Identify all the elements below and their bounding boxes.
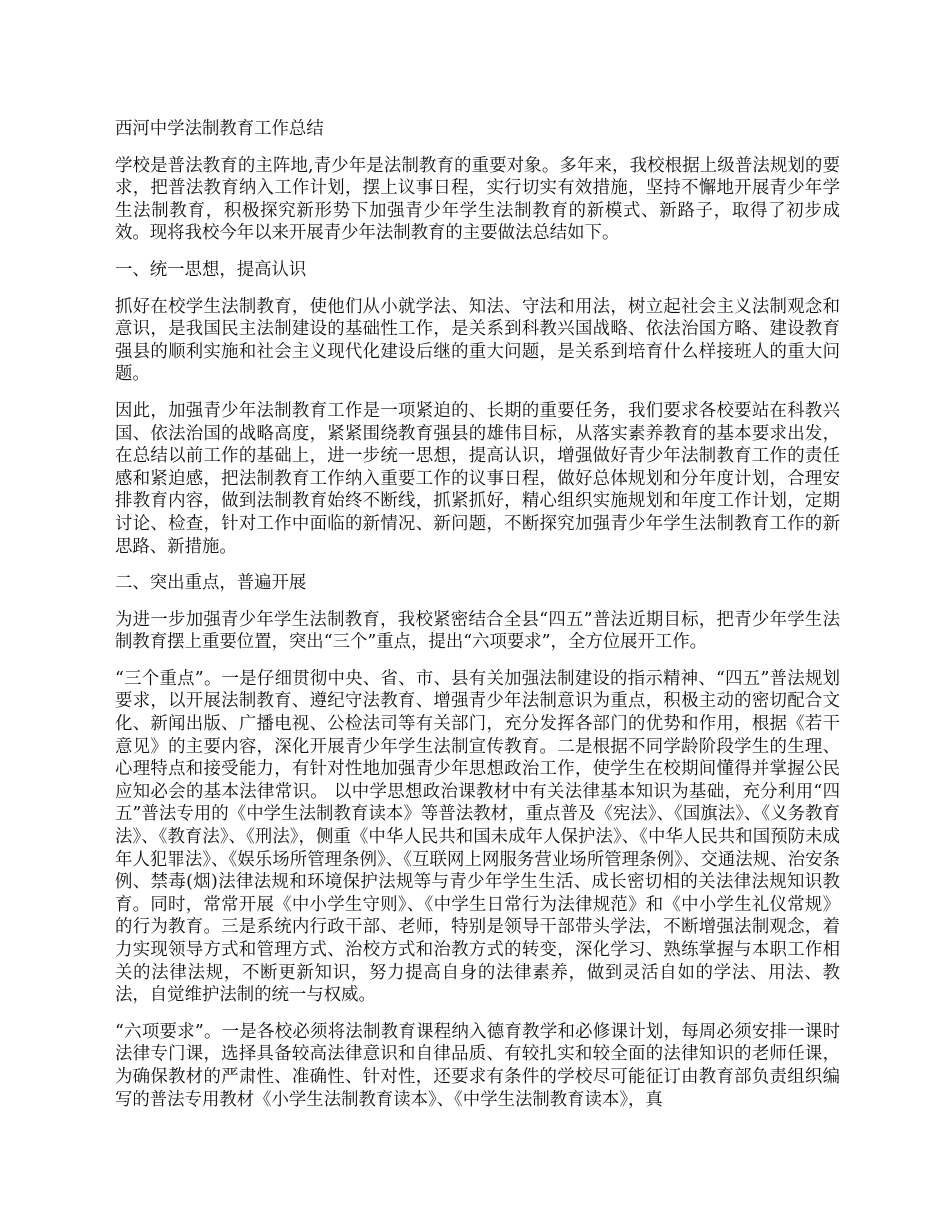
paragraph-intro: 学校是普法教育的主阵地,青少年是法制教育的重要对象。多年来，我校根据上级普法规划的要求，把普法教育纳入工作计划，摆上议事日程，实行切实有效措施，坚持不懈地开展青少年学生法制教育，积极探究新形势下加强青少年学生法制教育的新模式、新路子，取得了初步成效。现将我校今年以来开展青少年法制教育的主要做法总结如下。 xyxy=(115,155,840,244)
paragraph-3: 为进一步加强青少年学生法制教育，我校紧密结合全县“四五”普法近期目标，把青少年学生法制教育摆上重要位置，突出“三个”重点，提出“六项要求”，全方位展开工作。 xyxy=(115,609,840,653)
document-page xyxy=(115,118,840,1125)
paragraph-4: “三个重点”。一是仔细贯彻中央、省、市、县有关加强法制建设的指示精神、“四五”普法规划要求，以开展法制教育、遵纪守法教育、增强青少年法制意识为重点，积极主动的密切配合文化、新闻出版、广播电视、公检法司等有关部门，充分发挥各部门的优势和作用，根据《若干意见》的主要内容，深化开展青少年学生法制宣传教育。二是根据不同学龄阶段学生的生理、心理特点和接受能力，有针对性地加强青少年思想政治工作，使学生在校期间懂得并掌握公民应知必会的基本法律常识。 以中学思想政治课教材中有关法律基本知识为基础，充分利用“四五”普法专用的《中学生法制教育读本》等普法教材，重点普及《宪法》、《国旗法》、《义务教育法》、《教育法》、《刑法》，侧重《中华人民共和国未成年人保护法》、《中华人民共和国预防未成年人犯罪法》、《娱乐场所管理条例》、《互联网上网服务营业场所管理条例》、交通法规、治安条例、禁毒(烟)法律法规和环境保护法规等与青少年学生生活、成长密切相的关法律法规知识教育。同时，常常开展《中小学生守则》、《中学生日常行为法律规范》和《中小学生礼仪常规》的行为教育。三是系统内行政干部、老师，特别是领导干部带头学法，不断增强法制观念，着力实现领导方式和管理方式、治校方式和治教方式的转变，深化学习、熟练掌握与本职工作相关的法律法规，不断更新知识，努力提高自身的法律素养，做到灵活自如的学法、用法、教法，自觉维护法制的统一与权威。 xyxy=(115,668,840,1006)
section-heading-2: 二、突出重点，普遍开展 xyxy=(115,573,307,594)
paragraph-5: “六项要求”。一是各校必须将法制教育课程纳入德育教学和必修课计划，每周必须安排一课时法律专门课，选择具备较高法律意识和自律品质、有较扎实和较全面的法律知识的老师任课，为确保教材的严肃性、准确性、针对性，还要求有条件的学校尽可能征订由教育部负责组织编写的普法专用教材《小学生法制教育读本》、《中学生法制教育读本》，真 xyxy=(115,1021,840,1110)
document-title: 西河中学法制教育工作总结 xyxy=(115,119,324,139)
section-heading-1: 一、统一思想，提高认识 xyxy=(115,259,307,280)
paragraph-2: 因此，加强青少年法制教育工作是一项紧迫的、长期的重要任务，我们要求各校要站在科教兴国、依法治国的战略高度，紧紧围绕教育强县的雄伟目标，从落实素养教育的基本要求出发，在总结以前工作的基础上，进一步统一思想，提高认识，增强做好青少年法制教育工作的责任感和紧迫感，把法制教育工作纳入重要工作的议事日程，做好总体规划和分年度计划，合理安排教育内容，做到法制教育始终不断线，抓紧抓好，精心组织实施规划和年度工作计划，定期讨论、检查，针对工作中面临的新情况、新问题，不断探究加强青少年学生法制教育工作的新思路、新措施。 xyxy=(115,400,840,557)
paragraph-1: 抓好在校学生法制教育，使他们从小就学法、知法、守法和用法，树立起社会主义法制观念和意识，是我国民主法制建设的基础性工作，是关系到科教兴国战略、依法治国方略、建设教育强县的顺利实施和社会主义现代化建设后继的重大问题，是关系到培育什么样接班人的重大问题。 xyxy=(115,296,840,385)
